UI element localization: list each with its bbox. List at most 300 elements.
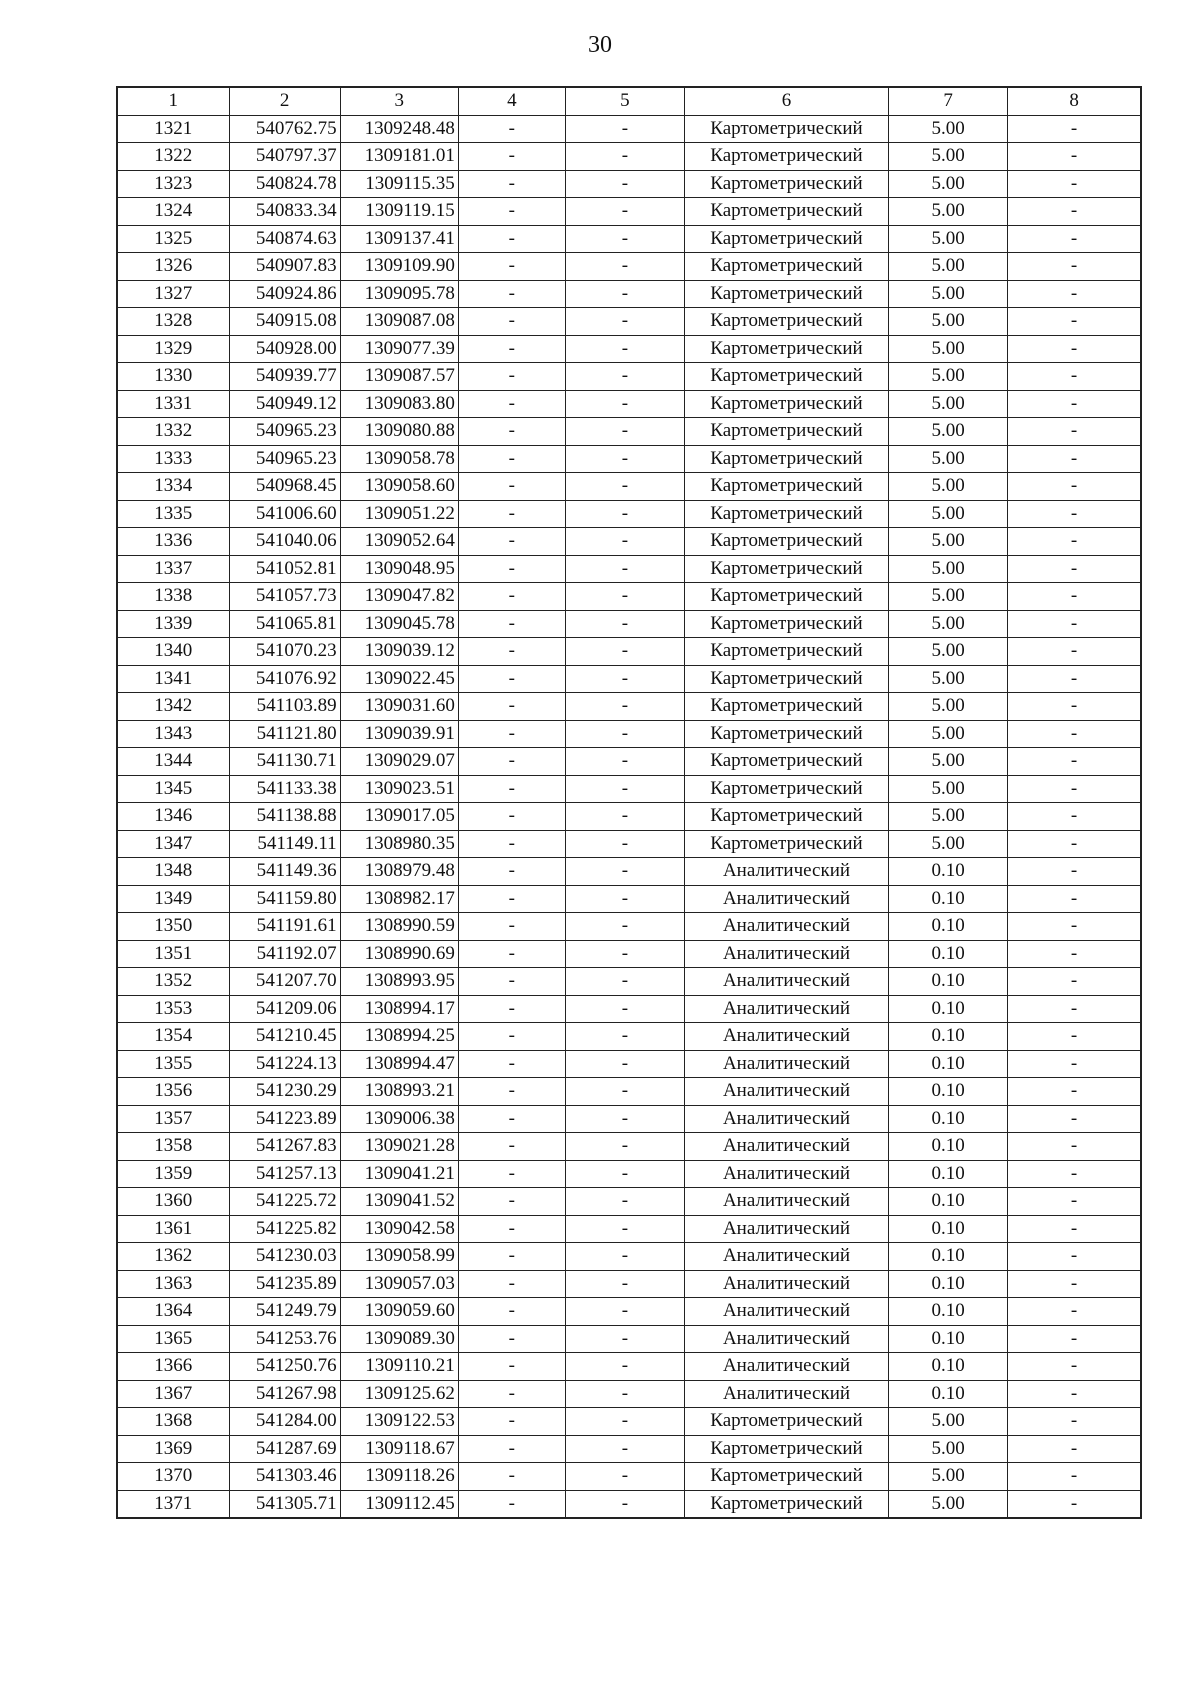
cell-accuracy: 0.10 <box>888 1188 1007 1216</box>
cell-col-8: - <box>1008 280 1141 308</box>
table-row <box>117 1188 1141 1216</box>
cell-accuracy: 5.00 <box>888 1490 1007 1518</box>
cell-accuracy: 5.00 <box>888 1463 1007 1491</box>
cell-coord-y: 1309095.78 <box>340 280 458 308</box>
cell-accuracy: 5.00 <box>888 830 1007 858</box>
cell-col-8: - <box>1008 363 1141 391</box>
cell-point-number: 1356 <box>117 1078 229 1106</box>
cell-accuracy: 5.00 <box>888 280 1007 308</box>
cell-coord-y: 1309110.21 <box>340 1353 458 1381</box>
cell-coord-y: 1309041.21 <box>340 1160 458 1188</box>
table-row <box>117 830 1141 858</box>
cell-col-4: - <box>458 1078 565 1106</box>
cell-col-5: - <box>565 940 684 968</box>
cell-coord-x: 541225.82 <box>229 1215 340 1243</box>
cell-col-8: - <box>1008 775 1141 803</box>
cell-col-5: - <box>565 748 684 776</box>
cell-accuracy: 0.10 <box>888 995 1007 1023</box>
cell-col-8: - <box>1008 528 1141 556</box>
cell-col-5: - <box>565 143 684 171</box>
cell-col-8: - <box>1008 1463 1141 1491</box>
table-row <box>117 500 1141 528</box>
cell-col-8: - <box>1008 445 1141 473</box>
cell-col-5: - <box>565 1463 684 1491</box>
cell-col-4: - <box>458 1133 565 1161</box>
table-row <box>117 693 1141 721</box>
cell-col-5: - <box>565 1215 684 1243</box>
cell-coord-x: 541224.13 <box>229 1050 340 1078</box>
cell-point-number: 1326 <box>117 253 229 281</box>
cell-col-5: - <box>565 1078 684 1106</box>
cell-col-4: - <box>458 418 565 446</box>
cell-accuracy: 5.00 <box>888 170 1007 198</box>
cell-col-4: - <box>458 748 565 776</box>
table-row <box>117 1270 1141 1298</box>
cell-coord-y: 1308980.35 <box>340 830 458 858</box>
cell-point-number: 1368 <box>117 1408 229 1436</box>
cell-col-5: - <box>565 280 684 308</box>
table-row <box>117 610 1141 638</box>
cell-col-5: - <box>565 830 684 858</box>
table-row <box>117 418 1141 446</box>
cell-coord-x: 541130.71 <box>229 748 340 776</box>
cell-coord-x: 541253.76 <box>229 1325 340 1353</box>
cell-coord-x: 541149.36 <box>229 858 340 886</box>
cell-point-number: 1346 <box>117 803 229 831</box>
table-row <box>117 198 1141 226</box>
cell-col-4: - <box>458 1243 565 1271</box>
table-row <box>117 583 1141 611</box>
cell-accuracy: 5.00 <box>888 748 1007 776</box>
cell-method: Аналитический <box>685 858 889 886</box>
cell-point-number: 1329 <box>117 335 229 363</box>
cell-col-5: - <box>565 528 684 556</box>
cell-method: Картометрический <box>685 335 889 363</box>
cell-point-number: 1360 <box>117 1188 229 1216</box>
cell-accuracy: 0.10 <box>888 885 1007 913</box>
cell-accuracy: 0.10 <box>888 1298 1007 1326</box>
cell-col-5: - <box>565 1023 684 1051</box>
cell-accuracy: 5.00 <box>888 253 1007 281</box>
table-body <box>117 115 1141 1518</box>
cell-col-4: - <box>458 1160 565 1188</box>
cell-col-5: - <box>565 308 684 336</box>
cell-col-8: - <box>1008 473 1141 501</box>
cell-coord-x: 541149.11 <box>229 830 340 858</box>
cell-coord-y: 1309087.57 <box>340 363 458 391</box>
cell-col-8: - <box>1008 1188 1141 1216</box>
cell-method: Картометрический <box>685 253 889 281</box>
cell-col-8: - <box>1008 198 1141 226</box>
table-row <box>117 253 1141 281</box>
cell-point-number: 1354 <box>117 1023 229 1051</box>
cell-coord-x: 541006.60 <box>229 500 340 528</box>
cell-col-8: - <box>1008 720 1141 748</box>
cell-method: Аналитический <box>685 1298 889 1326</box>
cell-point-number: 1321 <box>117 115 229 143</box>
cell-point-number: 1343 <box>117 720 229 748</box>
cell-method: Аналитический <box>685 1215 889 1243</box>
cell-method: Картометрический <box>685 390 889 418</box>
cell-col-5: - <box>565 1490 684 1518</box>
cell-coord-x: 541159.80 <box>229 885 340 913</box>
cell-coord-y: 1309109.90 <box>340 253 458 281</box>
table-row <box>117 1023 1141 1051</box>
cell-coord-x: 541210.45 <box>229 1023 340 1051</box>
cell-method: Картометрический <box>685 115 889 143</box>
cell-col-8: - <box>1008 693 1141 721</box>
cell-col-8: - <box>1008 1298 1141 1326</box>
cell-col-4: - <box>458 473 565 501</box>
cell-method: Аналитический <box>685 1353 889 1381</box>
cell-coord-x: 540797.37 <box>229 143 340 171</box>
cell-col-4: - <box>458 225 565 253</box>
cell-col-5: - <box>565 1408 684 1436</box>
table-row <box>117 1490 1141 1518</box>
cell-coord-y: 1309058.99 <box>340 1243 458 1271</box>
cell-col-4: - <box>458 1188 565 1216</box>
cell-col-5: - <box>565 583 684 611</box>
cell-point-number: 1361 <box>117 1215 229 1243</box>
cell-col-5: - <box>565 500 684 528</box>
cell-method: Аналитический <box>685 1078 889 1106</box>
table-row <box>117 280 1141 308</box>
table-row <box>117 968 1141 996</box>
cell-col-5: - <box>565 225 684 253</box>
cell-col-8: - <box>1008 1408 1141 1436</box>
cell-accuracy: 0.10 <box>888 858 1007 886</box>
cell-col-5: - <box>565 390 684 418</box>
cell-col-8: - <box>1008 253 1141 281</box>
cell-accuracy: 0.10 <box>888 1078 1007 1106</box>
cell-method: Картометрический <box>685 418 889 446</box>
cell-method: Картометрический <box>685 1408 889 1436</box>
cell-method: Аналитический <box>685 1270 889 1298</box>
cell-accuracy: 0.10 <box>888 1023 1007 1051</box>
cell-accuracy: 0.10 <box>888 1380 1007 1408</box>
cell-col-8: - <box>1008 500 1141 528</box>
cell-accuracy: 0.10 <box>888 1133 1007 1161</box>
cell-col-5: - <box>565 968 684 996</box>
cell-col-4: - <box>458 253 565 281</box>
cell-col-8: - <box>1008 225 1141 253</box>
cell-method: Картометрический <box>685 775 889 803</box>
cell-coord-x: 541235.89 <box>229 1270 340 1298</box>
cell-coord-x: 541040.06 <box>229 528 340 556</box>
cell-point-number: 1371 <box>117 1490 229 1518</box>
cell-col-4: - <box>458 555 565 583</box>
cell-coord-x: 541192.07 <box>229 940 340 968</box>
cell-col-8: - <box>1008 1023 1141 1051</box>
cell-coord-y: 1309181.01 <box>340 143 458 171</box>
cell-method: Картометрический <box>685 1435 889 1463</box>
cell-col-5: - <box>565 418 684 446</box>
cell-coord-y: 1309006.38 <box>340 1105 458 1133</box>
cell-col-8: - <box>1008 638 1141 666</box>
table-row <box>117 555 1141 583</box>
table-row <box>117 1408 1141 1436</box>
cell-col-5: - <box>565 1435 684 1463</box>
cell-point-number: 1355 <box>117 1050 229 1078</box>
cell-col-4: - <box>458 1463 565 1491</box>
table-row <box>117 940 1141 968</box>
table-row <box>117 638 1141 666</box>
cell-point-number: 1362 <box>117 1243 229 1271</box>
cell-coord-x: 541207.70 <box>229 968 340 996</box>
cell-col-8: - <box>1008 1160 1141 1188</box>
cell-col-5: - <box>565 1105 684 1133</box>
cell-accuracy: 5.00 <box>888 308 1007 336</box>
cell-col-8: - <box>1008 830 1141 858</box>
cell-col-5: - <box>565 170 684 198</box>
cell-coord-y: 1309051.22 <box>340 500 458 528</box>
cell-point-number: 1330 <box>117 363 229 391</box>
cell-coord-x: 541257.13 <box>229 1160 340 1188</box>
cell-point-number: 1325 <box>117 225 229 253</box>
cell-method: Аналитический <box>685 1325 889 1353</box>
cell-col-4: - <box>458 335 565 363</box>
column-header-6: 6 <box>685 87 889 115</box>
cell-coord-x: 541249.79 <box>229 1298 340 1326</box>
table-row <box>117 913 1141 941</box>
cell-point-number: 1327 <box>117 280 229 308</box>
cell-coord-x: 541287.69 <box>229 1435 340 1463</box>
cell-coord-x: 540939.77 <box>229 363 340 391</box>
cell-col-8: - <box>1008 418 1141 446</box>
cell-col-5: - <box>565 885 684 913</box>
cell-col-4: - <box>458 390 565 418</box>
cell-accuracy: 0.10 <box>888 1050 1007 1078</box>
cell-method: Картометрический <box>685 528 889 556</box>
cell-col-4: - <box>458 1435 565 1463</box>
cell-col-5: - <box>565 1050 684 1078</box>
cell-point-number: 1339 <box>117 610 229 638</box>
table-row <box>117 1105 1141 1133</box>
cell-col-8: - <box>1008 748 1141 776</box>
cell-coord-y: 1308994.17 <box>340 995 458 1023</box>
table-row <box>117 363 1141 391</box>
cell-coord-y: 1308993.95 <box>340 968 458 996</box>
cell-method: Картометрический <box>685 280 889 308</box>
table-row <box>117 775 1141 803</box>
cell-coord-x: 541267.98 <box>229 1380 340 1408</box>
cell-col-4: - <box>458 1490 565 1518</box>
cell-point-number: 1323 <box>117 170 229 198</box>
table-row <box>117 1078 1141 1106</box>
cell-coord-y: 1309058.78 <box>340 445 458 473</box>
cell-coord-x: 541191.61 <box>229 913 340 941</box>
cell-col-8: - <box>1008 555 1141 583</box>
cell-col-4: - <box>458 610 565 638</box>
cell-point-number: 1365 <box>117 1325 229 1353</box>
cell-method: Картометрический <box>685 225 889 253</box>
cell-coord-x: 541250.76 <box>229 1353 340 1381</box>
cell-col-5: - <box>565 610 684 638</box>
cell-coord-y: 1309122.53 <box>340 1408 458 1436</box>
cell-coord-x: 540907.83 <box>229 253 340 281</box>
table-row <box>117 528 1141 556</box>
cell-accuracy: 5.00 <box>888 1408 1007 1436</box>
cell-col-5: - <box>565 198 684 226</box>
cell-method: Аналитический <box>685 1380 889 1408</box>
cell-coord-y: 1309017.05 <box>340 803 458 831</box>
cell-point-number: 1332 <box>117 418 229 446</box>
cell-coord-x: 540824.78 <box>229 170 340 198</box>
cell-point-number: 1350 <box>117 913 229 941</box>
cell-method: Картометрический <box>685 610 889 638</box>
cell-coord-y: 1308979.48 <box>340 858 458 886</box>
cell-accuracy: 0.10 <box>888 1270 1007 1298</box>
cell-col-5: - <box>565 1270 684 1298</box>
cell-point-number: 1367 <box>117 1380 229 1408</box>
cell-point-number: 1328 <box>117 308 229 336</box>
cell-coord-x: 540965.23 <box>229 418 340 446</box>
cell-col-4: - <box>458 1050 565 1078</box>
cell-method: Аналитический <box>685 1050 889 1078</box>
cell-point-number: 1340 <box>117 638 229 666</box>
cell-coord-y: 1309041.52 <box>340 1188 458 1216</box>
cell-accuracy: 0.10 <box>888 940 1007 968</box>
cell-point-number: 1351 <box>117 940 229 968</box>
cell-coord-x: 540833.34 <box>229 198 340 226</box>
table-row <box>117 748 1141 776</box>
cell-method: Картометрический <box>685 555 889 583</box>
cell-coord-y: 1309039.91 <box>340 720 458 748</box>
cell-accuracy: 5.00 <box>888 555 1007 583</box>
cell-coord-x: 541305.71 <box>229 1490 340 1518</box>
cell-col-5: - <box>565 1243 684 1271</box>
table-row <box>117 1298 1141 1326</box>
table-row <box>117 308 1141 336</box>
table-header-row <box>117 87 1141 115</box>
cell-point-number: 1366 <box>117 1353 229 1381</box>
cell-accuracy: 5.00 <box>888 638 1007 666</box>
cell-col-4: - <box>458 308 565 336</box>
table-row <box>117 995 1141 1023</box>
cell-method: Аналитический <box>685 995 889 1023</box>
cell-method: Картометрический <box>685 803 889 831</box>
cell-coord-y: 1309083.80 <box>340 390 458 418</box>
cell-col-8: - <box>1008 1435 1141 1463</box>
table-row <box>117 225 1141 253</box>
table-row <box>117 1215 1141 1243</box>
cell-coord-y: 1309048.95 <box>340 555 458 583</box>
cell-coord-y: 1309087.08 <box>340 308 458 336</box>
cell-method: Картометрический <box>685 720 889 748</box>
cell-method: Картометрический <box>685 693 889 721</box>
cell-point-number: 1347 <box>117 830 229 858</box>
cell-col-5: - <box>565 720 684 748</box>
cell-accuracy: 5.00 <box>888 418 1007 446</box>
cell-col-4: - <box>458 445 565 473</box>
column-header-7: 7 <box>888 87 1007 115</box>
cell-coord-x: 541065.81 <box>229 610 340 638</box>
cell-col-4: - <box>458 583 565 611</box>
cell-accuracy: 5.00 <box>888 803 1007 831</box>
table-row <box>117 445 1141 473</box>
cell-coord-x: 541223.89 <box>229 1105 340 1133</box>
cell-col-5: - <box>565 1133 684 1161</box>
cell-coord-x: 541303.46 <box>229 1463 340 1491</box>
cell-coord-y: 1308982.17 <box>340 885 458 913</box>
cell-col-5: - <box>565 665 684 693</box>
cell-col-8: - <box>1008 1490 1141 1518</box>
cell-accuracy: 5.00 <box>888 693 1007 721</box>
cell-method: Аналитический <box>685 1105 889 1133</box>
cell-col-4: - <box>458 1023 565 1051</box>
cell-point-number: 1348 <box>117 858 229 886</box>
cell-coord-x: 541121.80 <box>229 720 340 748</box>
cell-coord-y: 1309042.58 <box>340 1215 458 1243</box>
cell-accuracy: 5.00 <box>888 115 1007 143</box>
cell-coord-y: 1308990.69 <box>340 940 458 968</box>
cell-method: Аналитический <box>685 1133 889 1161</box>
table-row <box>117 1050 1141 1078</box>
cell-accuracy: 5.00 <box>888 500 1007 528</box>
cell-coord-y: 1309115.35 <box>340 170 458 198</box>
cell-point-number: 1364 <box>117 1298 229 1326</box>
cell-accuracy: 0.10 <box>888 913 1007 941</box>
cell-coord-x: 541133.38 <box>229 775 340 803</box>
cell-point-number: 1333 <box>117 445 229 473</box>
cell-point-number: 1370 <box>117 1463 229 1491</box>
cell-accuracy: 5.00 <box>888 198 1007 226</box>
cell-coord-y: 1309137.41 <box>340 225 458 253</box>
cell-col-4: - <box>458 1298 565 1326</box>
cell-accuracy: 5.00 <box>888 528 1007 556</box>
cell-col-8: - <box>1008 1078 1141 1106</box>
cell-coord-x: 540968.45 <box>229 473 340 501</box>
cell-col-5: - <box>565 253 684 281</box>
cell-point-number: 1331 <box>117 390 229 418</box>
cell-accuracy: 5.00 <box>888 143 1007 171</box>
table-row <box>117 1353 1141 1381</box>
cell-method: Картометрический <box>685 308 889 336</box>
cell-method: Аналитический <box>685 1023 889 1051</box>
cell-col-8: - <box>1008 610 1141 638</box>
cell-coord-y: 1308993.21 <box>340 1078 458 1106</box>
cell-point-number: 1322 <box>117 143 229 171</box>
table-row <box>117 473 1141 501</box>
cell-method: Картометрический <box>685 170 889 198</box>
cell-col-5: - <box>565 555 684 583</box>
cell-col-5: - <box>565 1353 684 1381</box>
cell-accuracy: 0.10 <box>888 1325 1007 1353</box>
cell-method: Картометрический <box>685 665 889 693</box>
cell-point-number: 1363 <box>117 1270 229 1298</box>
cell-method: Картометрический <box>685 638 889 666</box>
cell-point-number: 1334 <box>117 473 229 501</box>
cell-coord-y: 1309022.45 <box>340 665 458 693</box>
cell-coord-x: 540915.08 <box>229 308 340 336</box>
cell-coord-x: 540928.00 <box>229 335 340 363</box>
cell-coord-y: 1308994.25 <box>340 1023 458 1051</box>
cell-coord-x: 541267.83 <box>229 1133 340 1161</box>
table-row <box>117 1325 1141 1353</box>
cell-accuracy: 5.00 <box>888 390 1007 418</box>
cell-accuracy: 5.00 <box>888 473 1007 501</box>
cell-coord-y: 1309021.28 <box>340 1133 458 1161</box>
cell-col-8: - <box>1008 143 1141 171</box>
cell-method: Картометрический <box>685 143 889 171</box>
cell-coord-x: 540762.75 <box>229 115 340 143</box>
cell-accuracy: 5.00 <box>888 775 1007 803</box>
column-header-1: 1 <box>117 87 229 115</box>
cell-coord-y: 1308994.47 <box>340 1050 458 1078</box>
cell-accuracy: 0.10 <box>888 968 1007 996</box>
table-row <box>117 1435 1141 1463</box>
cell-col-4: - <box>458 1270 565 1298</box>
